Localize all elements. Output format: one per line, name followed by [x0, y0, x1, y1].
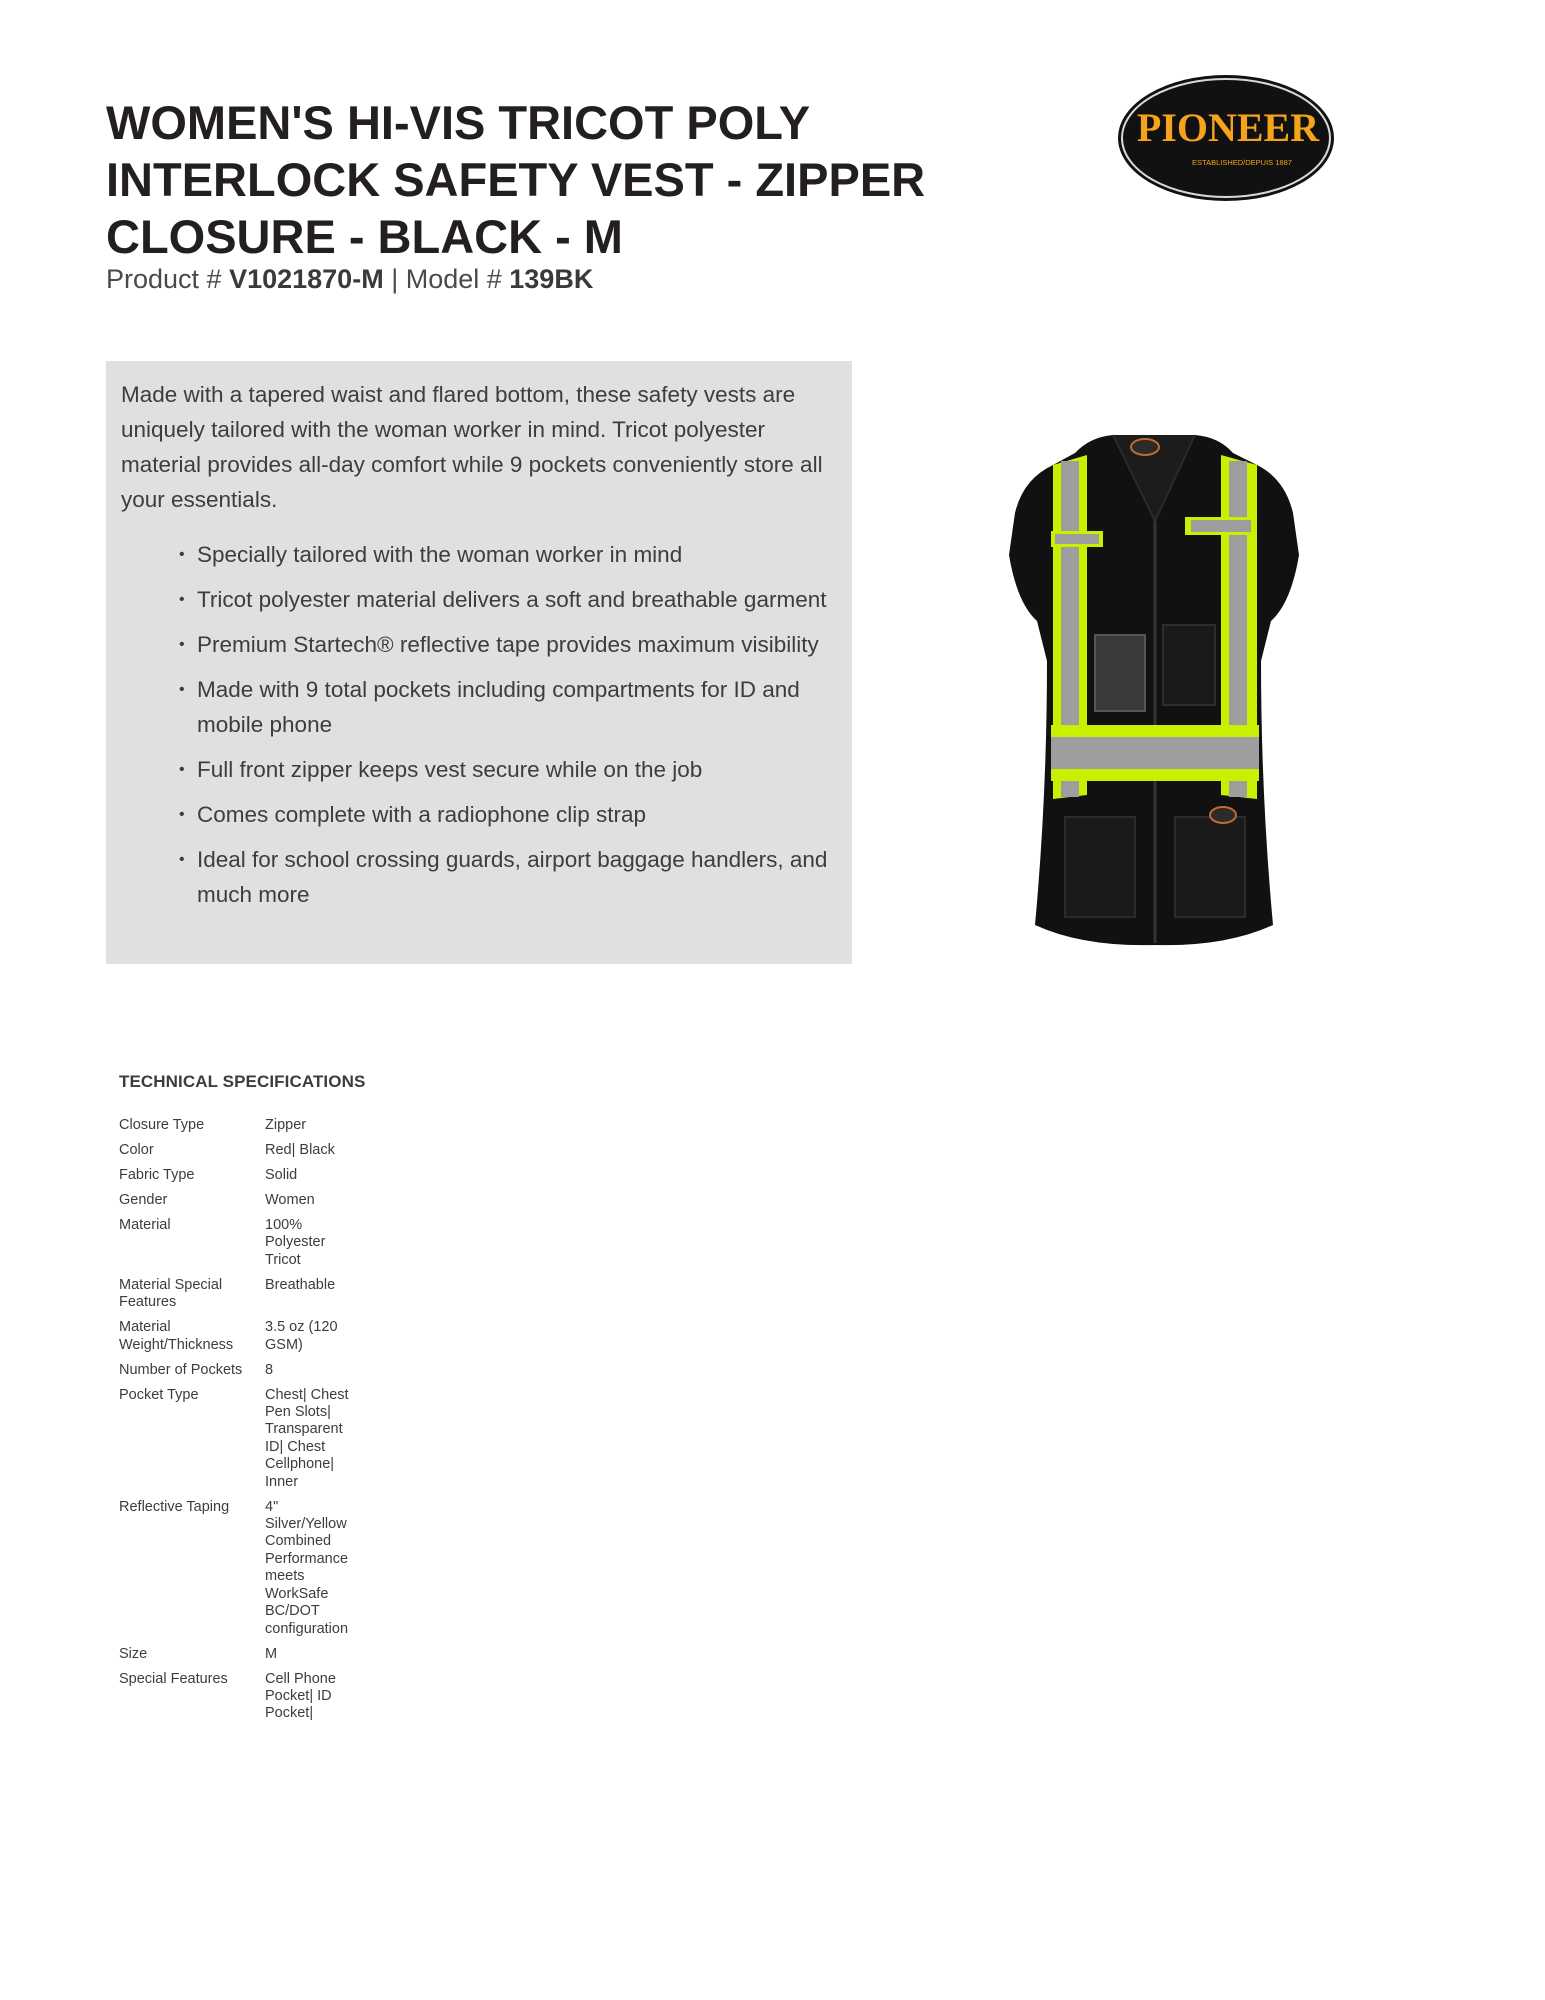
feature-item: • Tricot polyester material delivers a soft and breathable garment: [181, 582, 832, 617]
table-row: [119, 1277, 357, 1319]
model-number: 139BK: [509, 264, 594, 294]
feature-item: • Premium Startech® reflective tape provides maximum visibility: [181, 627, 832, 662]
feature-item: • Specially tailored with the woman worker in mind: [181, 537, 832, 572]
table-row: [119, 1167, 357, 1192]
table-row: [119, 1499, 357, 1646]
product-title: WOMEN'S HI-VIS TRICOT POLY INTERLOCK SAFETY VEST - ZIPPER CLOSURE - BLACK - M: [106, 96, 926, 263]
product-model-line: [106, 264, 593, 295]
spec-label: Special Features: [119, 1670, 228, 1687]
product-label: Product #: [106, 264, 230, 294]
spec-value: Solid: [265, 1167, 298, 1183]
spec-value: Breathable: [265, 1276, 336, 1293]
spec-label: Pocket Type: [119, 1386, 199, 1403]
model-label: | Model #: [383, 264, 510, 294]
logo-tagline: ESTABLISHED/DEPUIS 1887: [1192, 158, 1292, 167]
spec-label: Color: [119, 1142, 154, 1158]
description-box: [106, 361, 852, 964]
spec-value: 3.5 oz (120 GSM): [265, 1319, 338, 1353]
spec-label: Reflective Taping: [119, 1498, 230, 1515]
spec-heading: TECHNICAL SPECIFICATIONS: [119, 1072, 366, 1091]
feature-item: • Full front zipper keeps vest secure while on the job: [181, 752, 832, 787]
table-row: [119, 1142, 357, 1167]
product-number: V1021870-M: [229, 264, 384, 294]
logo-brand: PIONEER: [1136, 105, 1320, 150]
spec-value: 100% Polyester Tricot: [265, 1217, 326, 1268]
spec-label: Material Special Features: [119, 1276, 223, 1311]
feature-list: [121, 537, 832, 912]
spec-value: Cell Phone Pocket| ID Pocket|: [265, 1670, 336, 1722]
spec-label: Material: [119, 1217, 171, 1233]
table-row: [119, 1117, 357, 1142]
spec-label: Material Weight/Thickness: [119, 1319, 234, 1353]
description-paragraph: Made with a tapered waist and flared bottom, these safety vests are uniquely tailored with the woman worker in mind. Tricot polyester material provides all-day comfort while 9 pockets conveniently store all your essentials.: [121, 382, 823, 512]
spec-label: Closure Type: [119, 1117, 205, 1133]
vest-product-image: [995, 425, 1315, 955]
table-row: [119, 1192, 357, 1217]
spec-table: [119, 1117, 357, 1730]
table-row: [119, 1387, 357, 1499]
spec-label: Number of Pockets: [119, 1361, 243, 1378]
spec-value: M: [265, 1645, 278, 1662]
spec-value: 4" Silver/Yellow Combined Performance meets WorkSafe BC/DOT configuration: [265, 1498, 349, 1637]
spec-label: Gender: [119, 1192, 168, 1208]
spec-label: Size: [119, 1645, 148, 1662]
table-row: [119, 1646, 357, 1671]
spec-value: Zipper: [265, 1117, 307, 1133]
table-row: [119, 1671, 357, 1731]
spec-value: Red| Black: [265, 1142, 335, 1158]
feature-item: • Ideal for school crossing guards, airport baggage handlers, and much more: [181, 842, 832, 912]
feature-item: • Made with 9 total pockets including compartments for ID and mobile phone: [181, 672, 832, 742]
spec-value: 8: [265, 1361, 274, 1378]
spec-value: Women: [265, 1192, 315, 1208]
table-row: [119, 1217, 357, 1277]
table-row: [119, 1362, 357, 1387]
spec-label: Fabric Type: [119, 1167, 195, 1183]
table-row: [119, 1319, 357, 1361]
pioneer-logo: [1116, 73, 1336, 203]
feature-item: • Comes complete with a radiophone clip strap: [181, 797, 832, 832]
spec-value: Chest| Chest Pen Slots| Transparent ID| Chest Cellphone| Inner: [265, 1386, 349, 1490]
